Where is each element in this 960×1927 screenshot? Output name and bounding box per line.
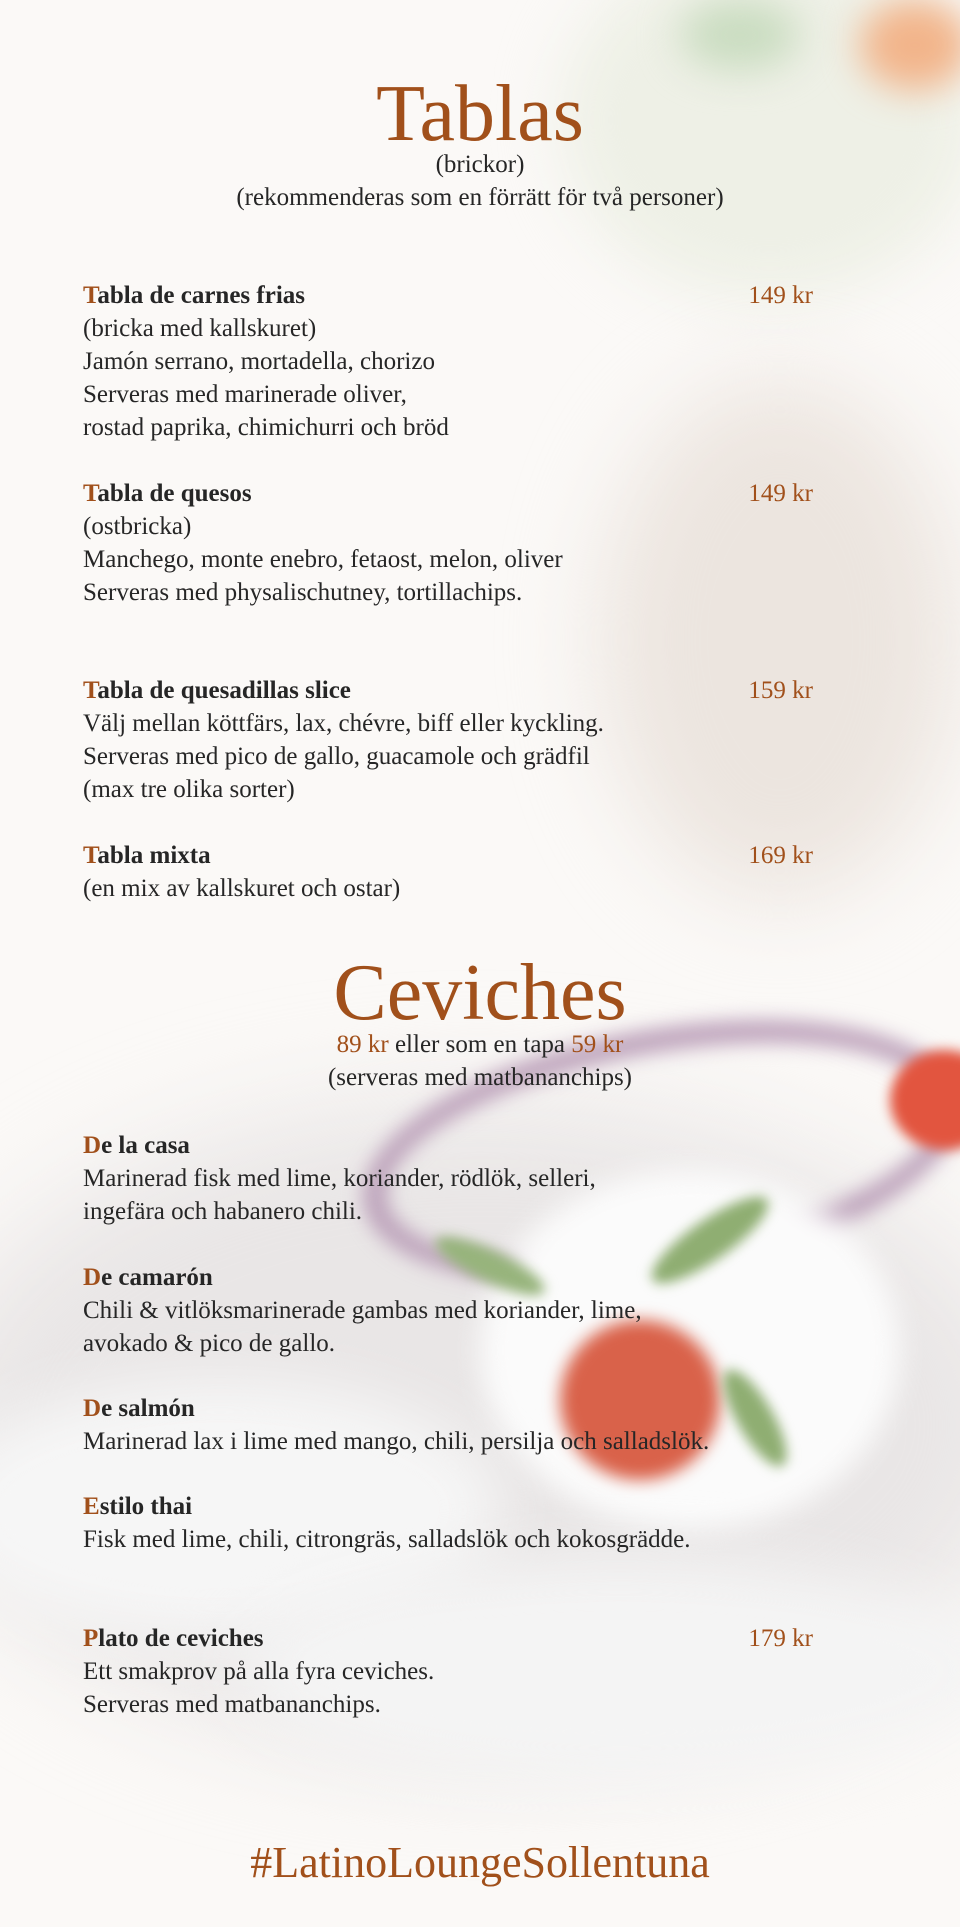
item-price: 179 kr [748,1625,813,1652]
item-name: Tabla mixta [83,842,211,869]
menu-item-tabla-quesadillas [83,674,813,806]
item-price: 149 kr [748,480,813,507]
item-description-line: (ostbricka) [83,513,192,540]
item-name: De camarón [83,1264,213,1291]
item-name: Tabla de quesos [83,480,252,507]
item-description-line: Serveras med pico de gallo, guacamole och grädfil [83,743,590,770]
item-description-line: Serveras med marinerade oliver, [83,381,407,408]
tablas-title: Tablas [376,70,584,158]
item-description-line: (en mix av kallskuret och ostar) [83,875,401,902]
item-name: Plato de ceviches [83,1625,264,1652]
ceviches-title: Ceviches [333,949,627,1037]
menu-item-de-salmon [83,1392,813,1458]
item-description-line: Manchego, monte enebro, fetaost, melon, oliver [83,546,563,573]
item-name: Tabla de carnes frias [83,282,306,309]
item-description-line: (max tre olika sorter) [83,776,295,803]
item-description-line: Marinerad fisk med lime, koriander, rödlök, selleri, [83,1165,596,1192]
menu-item-tabla-quesos [83,477,813,609]
menu-item-tabla-mixta [83,839,813,905]
item-price: 149 kr [748,282,813,309]
menu-item-plato-de-ceviches [83,1622,813,1721]
item-description-line: Fisk med lime, chili, citrongräs, salladslök och kokosgrädde. [83,1526,691,1553]
item-description-line: Marinerad lax i lime med mango, chili, persilja och salladslök. [83,1428,710,1455]
menu-item-de-camaron [83,1261,813,1360]
item-description-line: ingefära och habanero chili. [83,1198,363,1225]
item-name: De salmón [83,1395,195,1422]
item-name: De la casa [83,1132,190,1159]
ceviches-price-line: 89 kr eller som en tapa 59 kr [336,1031,624,1058]
item-description-line: Serveras med physalischutney, tortillachips. [83,579,523,606]
item-name: Estilo thai [83,1493,193,1520]
tablas-subtitle-1: (brickor) [435,151,525,178]
item-description-line: Serveras med matbananchips. [83,1691,381,1718]
item-description-line: (bricka med kallskuret) [83,315,317,342]
item-name: Tabla de quesadillas slice [83,677,351,704]
footer-hashtag: #LatinoLoungeSollentuna [250,1838,710,1887]
item-description-line: Jamón serrano, mortadella, chorizo [83,348,435,375]
ceviches-subtitle: (serveras med matbananchips) [327,1064,633,1091]
item-description-line: Välj mellan köttfärs, lax, chévre, biff eller kyckling. [83,710,604,737]
item-price: 169 kr [748,842,813,869]
item-description-line: Ett smakprov på alla fyra ceviches. [83,1658,435,1685]
menu-item-tabla-carnes-frias [83,279,813,444]
item-description-line: rostad paprika, chimichurri och bröd [83,414,449,441]
item-description-line: avokado & pico de gallo. [83,1330,336,1357]
tablas-subtitle-2: (rekommenderas som en förrätt för två personer) [236,184,724,211]
item-price: 159 kr [748,677,813,704]
menu-item-de-la-casa [83,1129,813,1228]
menu-item-estilo-thai [83,1490,813,1556]
item-description-line: Chili & vitlöksmarinerade gambas med koriander, lime, [83,1297,642,1324]
